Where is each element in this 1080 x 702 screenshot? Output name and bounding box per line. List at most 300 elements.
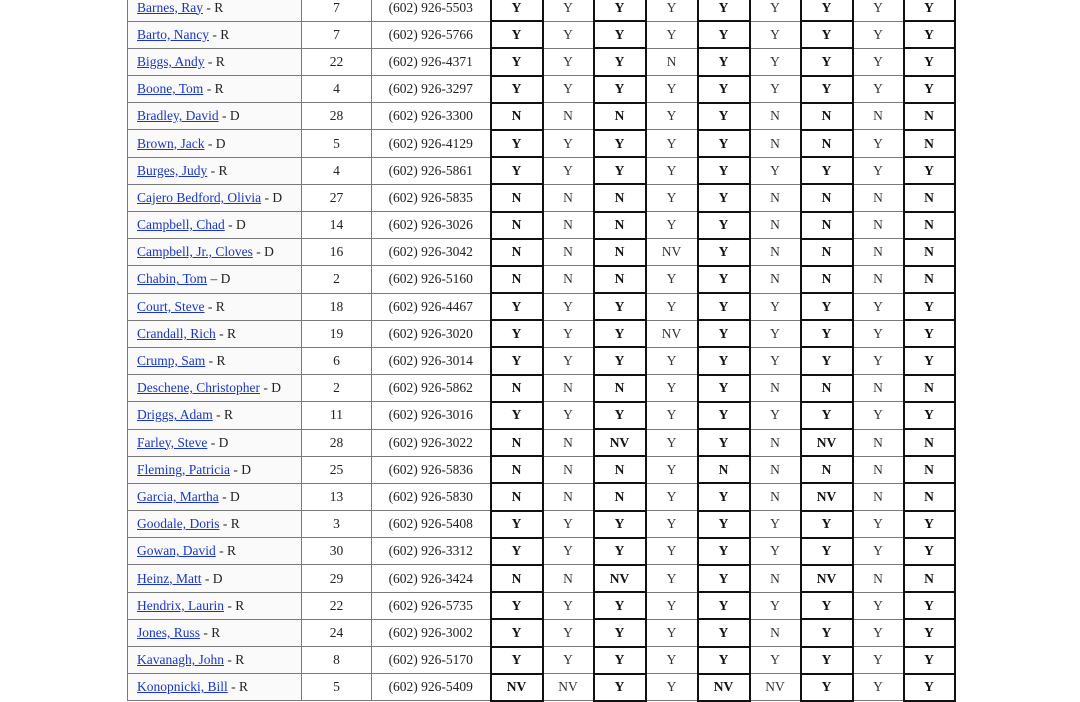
vote-cell: N: [801, 130, 853, 157]
phone-cell: (602) 926-3026: [372, 212, 491, 239]
legislator-cell: [128, 402, 302, 429]
vote-cell: Y: [543, 130, 594, 157]
legislator-link[interactable]: Crandall, Rich: [137, 325, 216, 341]
party-separator: -: [204, 53, 216, 69]
phone-cell: (602) 926-5835: [372, 184, 491, 211]
vote-cell: N: [853, 266, 904, 293]
vote-cell: Y: [801, 647, 853, 674]
table-row: [128, 456, 955, 483]
vote-cell: Y: [491, 76, 543, 103]
phone-cell: (602) 926-5861: [372, 157, 491, 184]
vote-cell: Y: [750, 402, 801, 429]
vote-cell: Y: [594, 347, 646, 374]
vote-cell: NV: [750, 674, 801, 701]
vote-cell: Y: [594, 647, 646, 674]
party-label: R: [235, 652, 245, 668]
vote-cell: N: [904, 375, 955, 402]
vote-cell: Y: [646, 103, 698, 130]
vote-cell: Y: [646, 130, 698, 157]
district-cell: 28: [302, 103, 372, 130]
vote-cell: Y: [543, 320, 594, 347]
vote-cell: Y: [698, 266, 750, 293]
party-label: R: [216, 353, 226, 369]
party-separator: -: [227, 679, 239, 695]
district-cell: 28: [302, 429, 372, 456]
vote-cell: Y: [853, 76, 904, 103]
vote-cell: N: [543, 483, 594, 510]
vote-cell: Y: [698, 21, 750, 48]
vote-cell: N: [543, 212, 594, 239]
vote-cell: N: [491, 184, 543, 211]
legislator-link[interactable]: Driggs, Adam: [137, 407, 213, 423]
vote-cell: Y: [646, 511, 698, 538]
vote-cell: Y: [594, 320, 646, 347]
legislator-cell: [128, 239, 302, 266]
vote-cell: Y: [853, 402, 904, 429]
party-separator: -: [215, 543, 227, 559]
district-cell: 27: [302, 184, 372, 211]
vote-cell: Y: [853, 538, 904, 565]
legislator-cell: [128, 266, 302, 293]
legislator-link[interactable]: Garcia, Martha: [137, 488, 219, 504]
party-label: R: [235, 597, 245, 613]
legislator-link[interactable]: Hendrix, Laurin: [137, 597, 224, 613]
vote-cell: Y: [594, 130, 646, 157]
table-row: [128, 619, 955, 646]
vote-cell: Y: [698, 483, 750, 510]
table-row: [128, 157, 955, 184]
vote-cell: Y: [750, 157, 801, 184]
vote-cell: Y: [491, 130, 543, 157]
legislator-link[interactable]: Heinz, Matt: [137, 570, 202, 586]
table-row: [128, 429, 955, 456]
phone-cell: (602) 926-3297: [372, 76, 491, 103]
vote-cell: Y: [543, 0, 594, 21]
legislator-link[interactable]: Court, Steve: [137, 298, 205, 314]
district-cell: 7: [302, 21, 372, 48]
vote-cell: Y: [698, 293, 750, 320]
vote-cell: N: [853, 483, 904, 510]
phone-cell: (602) 926-5735: [372, 592, 491, 619]
table-row: [128, 511, 955, 538]
vote-cell: N: [904, 130, 955, 157]
vote-cell: Y: [646, 429, 698, 456]
phone-cell: (602) 926-5408: [372, 511, 491, 538]
party-label: D: [229, 488, 240, 504]
legislator-cell: [128, 511, 302, 538]
legislator-cell: [128, 0, 302, 21]
party-separator: -: [207, 434, 219, 450]
legislator-link[interactable]: Campbell, Chad: [137, 217, 225, 233]
vote-cell: N: [491, 212, 543, 239]
vote-cell: Y: [543, 48, 594, 75]
vote-cell: Y: [646, 375, 698, 402]
legislator-cell: [128, 375, 302, 402]
table-row: [128, 320, 955, 347]
vote-cell: Y: [594, 674, 646, 701]
vote-cell: N: [491, 266, 543, 293]
vote-cell: Y: [491, 538, 543, 565]
vote-cell: Y: [594, 21, 646, 48]
vote-cell: N: [698, 456, 750, 483]
vote-cell: N: [750, 130, 801, 157]
phone-cell: (602) 926-3020: [372, 320, 491, 347]
legislator-cell: [128, 565, 302, 592]
vote-cell: N: [750, 266, 801, 293]
vote-cell: N: [801, 103, 853, 130]
vote-cell: Y: [853, 347, 904, 374]
vote-cell: Y: [646, 21, 698, 48]
phone-cell: (602) 926-5830: [372, 483, 491, 510]
vote-cell: Y: [698, 592, 750, 619]
vote-cell: N: [750, 375, 801, 402]
party-separator: -: [204, 135, 216, 151]
phone-cell: (602) 926-5503: [372, 0, 491, 21]
vote-cell: Y: [750, 0, 801, 21]
district-cell: 22: [302, 48, 372, 75]
vote-cell: N: [594, 375, 646, 402]
vote-cell: Y: [543, 402, 594, 429]
vote-cell: Y: [801, 538, 853, 565]
district-cell: 22: [302, 592, 372, 619]
vote-cell: Y: [594, 0, 646, 21]
phone-cell: (602) 926-5160: [372, 266, 491, 293]
legislator-link[interactable]: Biggs, Andy: [137, 53, 205, 69]
table-row: [128, 592, 955, 619]
party-label: D: [271, 380, 281, 396]
vote-cell: Y: [594, 48, 646, 75]
vote-cell: N: [750, 565, 801, 592]
legislator-cell: [128, 21, 302, 48]
vote-cell: NV: [801, 565, 853, 592]
vote-cell: N: [750, 429, 801, 456]
vote-cell: Y: [904, 511, 955, 538]
district-cell: 11: [302, 402, 372, 429]
vote-cell: Y: [750, 647, 801, 674]
vote-cell: Y: [750, 48, 801, 75]
vote-cell: NV: [698, 674, 750, 701]
vote-cell: N: [801, 212, 853, 239]
vote-cell: Y: [750, 538, 801, 565]
vote-cell: Y: [646, 157, 698, 184]
district-cell: 14: [302, 212, 372, 239]
party-separator: -: [223, 597, 236, 613]
legislator-cell: [128, 592, 302, 619]
vote-cell: Y: [801, 511, 853, 538]
party-label: D: [264, 244, 274, 260]
vote-cell: Y: [801, 21, 853, 48]
party-label: R: [230, 516, 240, 532]
vote-cell: Y: [904, 320, 955, 347]
vote-cell: Y: [646, 266, 698, 293]
vote-cell: Y: [491, 511, 543, 538]
table-row: [128, 538, 955, 565]
vote-cell: N: [853, 429, 904, 456]
table-row: [128, 0, 955, 21]
vote-cell: N: [543, 184, 594, 211]
vote-cell: Y: [646, 674, 698, 701]
vote-cell: N: [904, 212, 955, 239]
vote-cell: Y: [853, 130, 904, 157]
phone-cell: (602) 926-3002: [372, 619, 491, 646]
phone-cell: (602) 926-3300: [372, 103, 491, 130]
vote-cell: Y: [801, 347, 853, 374]
legislator-link[interactable]: Gowan, David: [137, 543, 216, 559]
legislator-link[interactable]: Crump, Sam: [137, 353, 206, 369]
phone-cell: (602) 926-3424: [372, 565, 491, 592]
vote-cell: Y: [646, 212, 698, 239]
party-separator: -: [261, 189, 273, 205]
vote-cell: Y: [698, 320, 750, 347]
vote-cell: Y: [698, 375, 750, 402]
vote-cell: Y: [491, 347, 543, 374]
vote-cell: Y: [698, 538, 750, 565]
vote-cell: Y: [646, 592, 698, 619]
table-row: [128, 239, 955, 266]
district-cell: 30: [302, 538, 372, 565]
vote-cell: Y: [904, 647, 955, 674]
district-cell: 6: [302, 347, 372, 374]
vote-cell: Y: [853, 157, 904, 184]
vote-cell: NV: [646, 320, 698, 347]
district-cell: 5: [302, 130, 372, 157]
legislator-cell: [128, 647, 302, 674]
vote-cell: Y: [750, 293, 801, 320]
legislator-cell: [128, 212, 302, 239]
vote-cell: N: [543, 103, 594, 130]
party-separator: -: [224, 217, 236, 233]
vote-cell: Y: [698, 76, 750, 103]
vote-cell: N: [853, 375, 904, 402]
vote-cell: NV: [491, 674, 543, 701]
vote-cell: N: [904, 184, 955, 211]
vote-cell: Y: [904, 538, 955, 565]
legislator-cell: [128, 103, 302, 130]
vote-cell: N: [594, 239, 646, 266]
vote-cell: Y: [904, 0, 955, 21]
table-row: [128, 293, 955, 320]
vote-cell: Y: [801, 157, 853, 184]
vote-cell: N: [491, 565, 543, 592]
party-separator: -: [204, 298, 216, 314]
vote-cell: Y: [698, 157, 750, 184]
district-cell: 4: [302, 76, 372, 103]
vote-cell: Y: [801, 0, 853, 21]
vote-cell: Y: [853, 293, 904, 320]
party-label: D: [212, 570, 223, 586]
vote-cell: Y: [491, 157, 543, 184]
vote-cell: N: [750, 212, 801, 239]
legislator-link[interactable]: Bradley, David: [137, 108, 219, 124]
vote-cell: Y: [750, 21, 801, 48]
vote-cell: N: [801, 239, 853, 266]
vote-cell: N: [750, 239, 801, 266]
vote-cell: N: [594, 103, 646, 130]
phone-cell: (602) 926-5170: [372, 647, 491, 674]
party-label: R: [218, 162, 228, 178]
vote-cell: N: [543, 266, 594, 293]
vote-cell: N: [543, 565, 594, 592]
vote-cell: Y: [801, 402, 853, 429]
vote-cell: Y: [698, 619, 750, 646]
vote-cell: Y: [646, 293, 698, 320]
party-label: R: [224, 407, 234, 423]
vote-cell: Y: [543, 157, 594, 184]
phone-cell: (602) 926-3022: [372, 429, 491, 456]
legislator-link[interactable]: Barnes, Ray: [137, 0, 203, 15]
vote-cell: Y: [594, 592, 646, 619]
vote-cell: Y: [646, 456, 698, 483]
legislator-link[interactable]: Konopnicki, Bill: [137, 679, 228, 695]
party-label: D: [215, 135, 226, 151]
vote-cell: Y: [698, 0, 750, 21]
legislator-link[interactable]: Barto, Nancy: [137, 26, 209, 42]
vote-cell: N: [904, 456, 955, 483]
legislator-link[interactable]: Boone, Tom: [137, 81, 204, 97]
legislator-link[interactable]: Cajero Bedford, Olivia: [137, 189, 262, 205]
party-label: R: [226, 543, 236, 559]
vote-cell: N: [904, 103, 955, 130]
legislator-link[interactable]: Chabin, Tom: [137, 271, 208, 287]
vote-cell: N: [853, 103, 904, 130]
vote-cell: Y: [698, 212, 750, 239]
vote-cell: Y: [543, 619, 594, 646]
table-row: [128, 483, 955, 510]
vote-cell: Y: [543, 347, 594, 374]
table-row: [128, 103, 955, 130]
party-separator: -: [223, 652, 236, 668]
district-cell: 19: [302, 320, 372, 347]
vote-cell: Y: [698, 130, 750, 157]
legislator-link[interactable]: Kavanagh, John: [137, 652, 224, 668]
party-separator: -: [208, 26, 221, 42]
legislator-link[interactable]: Farley, Steve: [137, 434, 208, 450]
vote-cell: N: [750, 184, 801, 211]
vote-cell: Y: [801, 48, 853, 75]
legislator-link[interactable]: Deschene, Christopher: [137, 380, 260, 396]
table-row: [128, 565, 955, 592]
vote-cell: Y: [904, 21, 955, 48]
vote-table-body: [128, 0, 955, 701]
party-separator: –: [207, 271, 221, 287]
vote-cell: N: [904, 266, 955, 293]
district-cell: 2: [302, 375, 372, 402]
legislator-link[interactable]: Jones, Russ: [137, 624, 201, 640]
vote-cell: N: [594, 184, 646, 211]
vote-cell: N: [491, 429, 543, 456]
party-label: D: [218, 434, 229, 450]
vote-cell: Y: [646, 402, 698, 429]
vote-cell: N: [491, 103, 543, 130]
table-row: [128, 212, 955, 239]
legislator-cell: [128, 130, 302, 157]
vote-cell: Y: [750, 76, 801, 103]
legislator-link[interactable]: Burges, Judy: [137, 162, 208, 178]
vote-cell: Y: [646, 0, 698, 21]
vote-cell: NV: [594, 565, 646, 592]
vote-cell: Y: [904, 157, 955, 184]
vote-cell: Y: [750, 592, 801, 619]
vote-cell: Y: [853, 619, 904, 646]
vote-cell: Y: [491, 21, 543, 48]
vote-cell: N: [646, 48, 698, 75]
vote-cell: Y: [698, 647, 750, 674]
vote-cell: Y: [646, 483, 698, 510]
vote-cell: Y: [698, 184, 750, 211]
legislator-cell: [128, 538, 302, 565]
vote-cell: Y: [801, 320, 853, 347]
vote-cell: Y: [853, 511, 904, 538]
vote-cell: Y: [491, 293, 543, 320]
vote-cell: N: [853, 239, 904, 266]
legislator-link[interactable]: Brown, Jack: [137, 135, 205, 151]
party-separator: -: [203, 81, 215, 97]
party-separator: -: [205, 353, 217, 369]
party-label: R: [220, 26, 230, 42]
vote-cell: Y: [801, 674, 853, 701]
party-label: R: [226, 325, 236, 341]
legislator-cell: [128, 293, 302, 320]
vote-cell: N: [801, 456, 853, 483]
vote-cell: N: [491, 239, 543, 266]
vote-cell: Y: [543, 293, 594, 320]
legislator-cell: [128, 483, 302, 510]
table-row: [128, 674, 955, 701]
vote-cell: Y: [904, 293, 955, 320]
table-row: [128, 48, 955, 75]
vote-cell: Y: [853, 592, 904, 619]
vote-cell: Y: [853, 320, 904, 347]
phone-cell: (602) 926-5409: [372, 674, 491, 701]
vote-cell: N: [594, 456, 646, 483]
vote-cell: Y: [543, 21, 594, 48]
vote-cell: Y: [904, 592, 955, 619]
vote-cell: Y: [904, 619, 955, 646]
vote-cell: Y: [750, 320, 801, 347]
vote-cell: N: [750, 619, 801, 646]
legislator-link[interactable]: Fleming, Patricia: [137, 461, 230, 477]
party-separator: -: [215, 325, 227, 341]
phone-cell: (602) 926-5862: [372, 375, 491, 402]
vote-cell: Y: [646, 76, 698, 103]
vote-cell: Y: [491, 619, 543, 646]
table-row: [128, 76, 955, 103]
vote-cell: N: [543, 456, 594, 483]
vote-cell: Y: [698, 429, 750, 456]
phone-cell: (602) 926-5766: [372, 21, 491, 48]
vote-cell: Y: [853, 674, 904, 701]
legislator-link[interactable]: Campbell, Jr., Cloves: [137, 244, 253, 260]
party-label: D: [220, 271, 231, 287]
vote-cell: Y: [646, 347, 698, 374]
vote-cell: N: [904, 429, 955, 456]
vote-cell: Y: [904, 347, 955, 374]
table-row: [128, 266, 955, 293]
district-cell: 16: [302, 239, 372, 266]
table-row: [128, 347, 955, 374]
vote-cell: Y: [646, 184, 698, 211]
party-label: D: [272, 189, 283, 205]
district-cell: 25: [302, 456, 372, 483]
vote-cell: N: [594, 266, 646, 293]
vote-cell: Y: [594, 293, 646, 320]
vote-cell: N: [543, 239, 594, 266]
vote-cell: Y: [491, 647, 543, 674]
vote-cell: N: [801, 184, 853, 211]
legislator-link[interactable]: Goodale, Doris: [137, 516, 220, 532]
vote-cell: Y: [698, 565, 750, 592]
vote-cell: N: [853, 565, 904, 592]
